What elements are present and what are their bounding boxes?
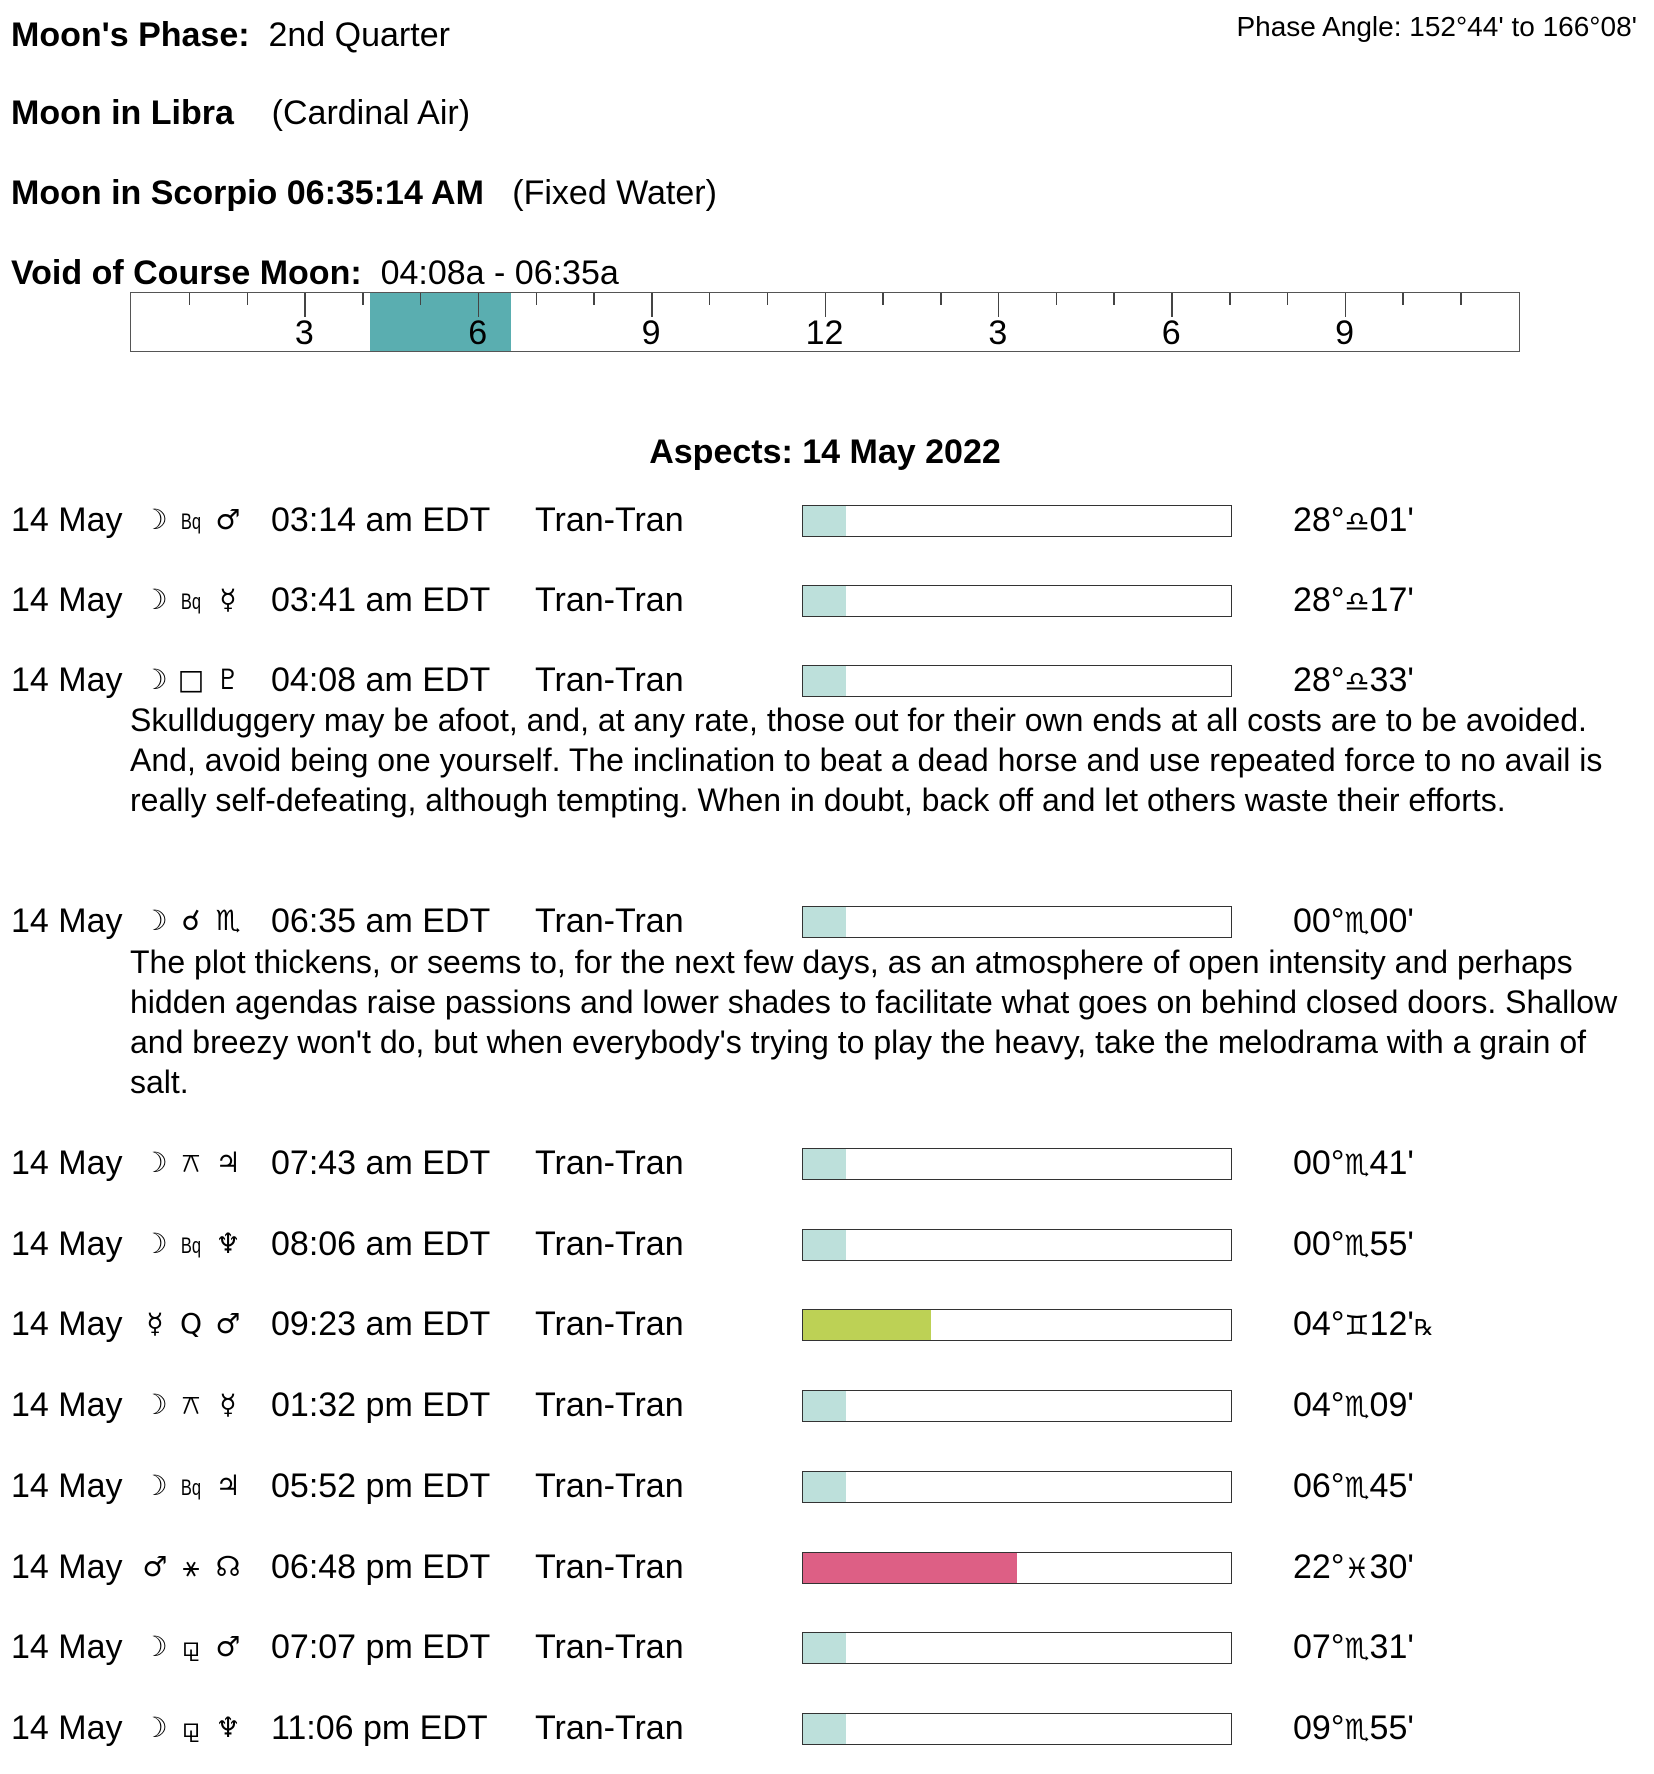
aspect-row[interactable] <box>0 1385 1654 1425</box>
aspect-date: 14 May <box>11 1225 123 1263</box>
aspect-strength-fill <box>803 907 846 937</box>
aspect-position <box>1293 1627 1414 1672</box>
biquintile-icon: Bq <box>180 1233 202 1258</box>
moon-phase-label: Moon's Phase: <box>11 16 250 54</box>
aspect-glyphs <box>136 660 248 700</box>
aspect-strength-bar <box>802 1229 1232 1261</box>
aspect-time: 07:43 am EDT <box>271 1144 491 1182</box>
aspect-position <box>1293 660 1414 705</box>
aspect-position <box>1293 580 1414 625</box>
aspect-row[interactable] <box>0 1143 1654 1183</box>
quintile-icon: Q <box>179 1307 203 1340</box>
aspect-time: 03:14 am EDT <box>271 501 491 539</box>
square-icon: □ <box>177 663 205 696</box>
position-degrees: 00° <box>1293 902 1345 940</box>
moon-icon: ☽ <box>142 663 168 696</box>
aspect-position <box>1293 1304 1434 1349</box>
moon-icon: ☽ <box>142 1388 168 1421</box>
aspect-strength-bar <box>802 906 1232 938</box>
timeline-hour-label: 12 <box>805 314 844 352</box>
aspect-kind: Tran-Tran <box>535 1628 684 1666</box>
aspect-row[interactable] <box>0 500 1654 540</box>
mars-icon: ♂ <box>215 503 241 536</box>
aspect-row[interactable] <box>0 660 1654 700</box>
aspect-glyphs <box>136 1547 248 1587</box>
void-of-course-timeline <box>130 292 1520 352</box>
aspect-position <box>1293 1466 1414 1511</box>
position-minutes: 01' <box>1369 501 1414 539</box>
aspect-strength-fill <box>803 1633 846 1663</box>
aspect-strength-fill <box>803 666 846 696</box>
moon-icon: ☽ <box>142 583 168 616</box>
aspect-time: 04:08 am EDT <box>271 661 491 699</box>
aspect-strength-bar <box>802 585 1232 617</box>
aspect-date: 14 May <box>11 1305 123 1343</box>
aspect-position <box>1293 1143 1414 1188</box>
zodiac-sign-icon: ♊ <box>1344 1309 1370 1342</box>
aspect-kind: Tran-Tran <box>535 1386 684 1424</box>
aspect-strength-fill <box>803 1553 1017 1583</box>
position-minutes: 12' <box>1369 1305 1414 1343</box>
aspect-description: The plot thickens, or seems to, for the next few days, as an atmosphere of open intensity and perhaps hidden agendas raise passions and lower shades to facilitate what goes on behind closed doors. Shallow and breezy won't do, but when everybody's trying to play the heavy, take the melodrama with a grain of salt. <box>130 944 1618 1100</box>
quincunx-icon: ⚻ <box>181 1146 201 1179</box>
timeline-hour-label: 6 <box>1161 314 1181 352</box>
timeline-minor-tick <box>1113 293 1115 305</box>
position-minutes: 09' <box>1369 1386 1414 1424</box>
void-of-course-line <box>11 253 619 293</box>
aspect-kind: Tran-Tran <box>535 1709 684 1747</box>
moon-icon: ☽ <box>142 904 168 937</box>
aspect-position <box>1293 1708 1414 1753</box>
biquintile-icon: Bq <box>180 509 202 534</box>
aspect-time: 08:06 am EDT <box>271 1225 491 1263</box>
timeline-minor-tick <box>1229 293 1231 305</box>
mercury-icon: ☿ <box>146 1307 164 1340</box>
timeline-minor-tick <box>1287 293 1289 305</box>
aspect-glyphs <box>136 1708 248 1748</box>
moon-icon: ☽ <box>142 503 168 536</box>
aspect-date: 14 May <box>11 902 123 940</box>
aspect-strength-fill <box>803 1391 846 1421</box>
scorpio-icon: ♏ <box>215 904 241 937</box>
moon-icon: ☽ <box>142 1630 168 1663</box>
timeline-hour-label: 6 <box>468 314 488 352</box>
aspect-kind: Tran-Tran <box>535 1467 684 1505</box>
aspect-row[interactable] <box>0 901 1654 941</box>
pluto-icon: ♇ <box>215 663 241 696</box>
timeline-minor-tick <box>940 293 942 305</box>
moon-sign-1-element: (Cardinal Air) <box>271 94 471 132</box>
position-degrees: 28° <box>1293 581 1345 619</box>
zodiac-sign-icon: ♏ <box>1344 1632 1370 1665</box>
aspect-time: 09:23 am EDT <box>271 1305 491 1343</box>
aspect-strength-fill <box>803 506 846 536</box>
aspect-time: 05:52 pm EDT <box>271 1467 491 1505</box>
position-degrees: 22° <box>1293 1548 1345 1586</box>
aspect-glyphs <box>136 1627 248 1667</box>
aspect-strength-bar <box>802 1148 1232 1180</box>
aspect-glyphs <box>136 901 248 941</box>
aspect-kind: Tran-Tran <box>535 1144 684 1182</box>
timeline-minor-tick <box>362 293 364 305</box>
zodiac-sign-icon: ♏ <box>1344 1471 1370 1504</box>
aspect-strength-fill <box>803 1230 846 1260</box>
aspect-date: 14 May <box>11 1467 123 1505</box>
timeline-hour-label: 9 <box>1335 314 1355 352</box>
mercury-icon: ☿ <box>219 1388 237 1421</box>
zodiac-sign-icon: ♎ <box>1344 505 1370 538</box>
position-minutes: 55' <box>1369 1225 1414 1263</box>
aspect-glyphs <box>136 580 248 622</box>
zodiac-sign-icon: ♏ <box>1344 1148 1370 1181</box>
aspect-position <box>1293 1224 1414 1269</box>
moon-phase-line <box>11 15 450 55</box>
moon-sign-line-2 <box>11 173 717 213</box>
moon-sign-1-label: Moon in Libra <box>11 94 234 132</box>
aspect-glyphs <box>136 1224 248 1266</box>
mars-icon: ♂ <box>142 1550 168 1583</box>
aspect-strength-bar <box>802 1471 1232 1503</box>
position-degrees: 09° <box>1293 1709 1345 1747</box>
aspect-kind: Tran-Tran <box>535 661 684 699</box>
moon-sign-2-label: Moon in Scorpio 06:35:14 AM <box>11 174 484 212</box>
biquintile-icon: Bq <box>180 1475 202 1500</box>
timeline-minor-tick <box>767 293 769 305</box>
zodiac-sign-icon: ♏ <box>1344 1229 1370 1262</box>
timeline-minor-tick <box>536 293 538 305</box>
position-degrees: 07° <box>1293 1628 1345 1666</box>
sextile-icon: ⚹ <box>182 1550 200 1583</box>
aspect-time: 06:35 am EDT <box>271 902 491 940</box>
jupiter-icon: ♃ <box>215 1469 241 1502</box>
aspect-time: 11:06 pm EDT <box>271 1709 488 1747</box>
aspect-row[interactable] <box>0 1708 1654 1748</box>
aspect-row[interactable] <box>0 1547 1654 1587</box>
aspect-kind: Tran-Tran <box>535 501 684 539</box>
aspect-strength-fill <box>803 1310 931 1340</box>
sesquiquadrate-icon: ⚼ <box>181 1711 201 1744</box>
timeline-minor-tick <box>1460 293 1462 305</box>
moon-phase-value: 2nd Quarter <box>268 16 450 54</box>
aspect-row[interactable] <box>0 1224 1654 1264</box>
jupiter-icon: ♃ <box>215 1146 241 1179</box>
aspect-date: 14 May <box>11 1548 123 1586</box>
aspect-time: 03:41 am EDT <box>271 581 491 619</box>
timeline-minor-tick <box>882 293 884 305</box>
aspect-kind: Tran-Tran <box>535 1225 684 1263</box>
timeline-minor-tick <box>247 293 249 305</box>
aspect-strength-bar <box>802 1309 1232 1341</box>
biquintile-icon: Bq <box>180 589 202 614</box>
position-degrees: 28° <box>1293 661 1345 699</box>
position-minutes: 45' <box>1369 1467 1414 1505</box>
aspect-strength-fill <box>803 1472 846 1502</box>
aspect-kind: Tran-Tran <box>535 902 684 940</box>
moon-sign-line-1 <box>11 93 470 133</box>
zodiac-sign-icon: ♏ <box>1344 906 1370 939</box>
aspect-strength-bar <box>802 1713 1232 1745</box>
aspect-row[interactable] <box>0 1627 1654 1667</box>
mars-icon: ♂ <box>215 1307 241 1340</box>
timeline-minor-tick <box>420 293 422 305</box>
position-degrees: 00° <box>1293 1225 1345 1263</box>
position-degrees: 06° <box>1293 1467 1345 1505</box>
north-node-icon: ☊ <box>215 1550 241 1583</box>
aspect-date: 14 May <box>11 501 123 539</box>
void-of-course-label: Void of Course Moon: <box>11 254 362 292</box>
aspect-date: 14 May <box>11 1144 123 1182</box>
timeline-minor-tick <box>1056 293 1058 305</box>
aspect-glyphs <box>136 1466 248 1508</box>
timeline-hour-label: 3 <box>988 314 1008 352</box>
timeline-minor-tick <box>189 293 191 305</box>
timeline-minor-tick <box>709 293 711 305</box>
retrograde-icon: ℞ <box>1413 1316 1434 1341</box>
aspect-glyphs <box>136 1385 248 1425</box>
zodiac-sign-icon: ♏ <box>1344 1390 1370 1423</box>
aspect-kind: Tran-Tran <box>535 581 684 619</box>
zodiac-sign-icon: ♏ <box>1344 1713 1370 1746</box>
aspect-strength-bar <box>802 1390 1232 1422</box>
position-minutes: 31' <box>1369 1628 1414 1666</box>
zodiac-sign-icon: ♎ <box>1344 585 1370 618</box>
zodiac-sign-icon: ♎ <box>1344 665 1370 698</box>
sesquiquadrate-icon: ⚼ <box>181 1630 201 1663</box>
aspect-time: 06:48 pm EDT <box>271 1548 491 1586</box>
aspect-strength-bar <box>802 505 1232 537</box>
moon-sign-2-element: (Fixed Water) <box>512 174 717 212</box>
position-minutes: 41' <box>1369 1144 1414 1182</box>
aspect-kind: Tran-Tran <box>535 1548 684 1586</box>
aspect-strength-fill <box>803 1149 846 1179</box>
phase-angle: Phase Angle: 152°44' to 166°08' <box>1236 11 1637 42</box>
aspect-description: Skullduggery may be afoot, and, at any rate, those out for their own ends at all costs are to be avoided. And, avoid being one yourself. The inclination to beat a dead horse and use repeated force to no avail is really self-defeating, although tempting. When in doubt, back off and let others waste their efforts. <box>130 702 1603 818</box>
aspect-row[interactable] <box>0 1304 1654 1344</box>
aspect-date: 14 May <box>11 1386 123 1424</box>
aspect-strength-bar <box>802 1632 1232 1664</box>
timeline-hour-label: 3 <box>294 314 314 352</box>
aspect-position <box>1293 1385 1414 1430</box>
aspect-strength-bar <box>802 1552 1232 1584</box>
aspect-row[interactable] <box>0 580 1654 620</box>
position-degrees: 00° <box>1293 1144 1345 1182</box>
timeline-minor-tick <box>593 293 595 305</box>
aspect-date: 14 May <box>11 581 123 619</box>
aspect-row[interactable] <box>0 1466 1654 1506</box>
position-degrees: 04° <box>1293 1386 1345 1424</box>
mercury-icon: ☿ <box>219 583 237 616</box>
mars-icon: ♂ <box>215 1630 241 1663</box>
position-degrees: 04° <box>1293 1305 1345 1343</box>
aspect-glyphs <box>136 1304 248 1344</box>
moon-icon: ☽ <box>142 1711 168 1744</box>
moon-icon: ☽ <box>142 1146 168 1179</box>
aspect-strength-fill <box>803 1714 846 1744</box>
quincunx-icon: ⚻ <box>181 1388 201 1421</box>
moon-icon: ☽ <box>142 1227 168 1260</box>
position-minutes: 30' <box>1369 1548 1414 1586</box>
aspect-time: 01:32 pm EDT <box>271 1386 491 1424</box>
aspect-glyphs <box>136 500 248 542</box>
aspect-date: 14 May <box>11 661 123 699</box>
aspect-time: 07:07 pm EDT <box>271 1628 491 1666</box>
aspect-kind: Tran-Tran <box>535 1305 684 1343</box>
aspect-position <box>1293 500 1414 545</box>
aspect-date: 14 May <box>11 1709 123 1747</box>
aspect-strength-fill <box>803 586 846 616</box>
aspect-position <box>1293 1547 1414 1592</box>
aspect-date: 14 May <box>11 1628 123 1666</box>
conjunction-icon: ☌ <box>181 904 201 937</box>
position-minutes: 00' <box>1369 902 1414 940</box>
neptune-icon: ♆ <box>215 1711 241 1744</box>
position-minutes: 55' <box>1369 1709 1414 1747</box>
position-minutes: 17' <box>1369 581 1414 619</box>
position-degrees: 28° <box>1293 501 1345 539</box>
aspect-strength-bar <box>802 665 1232 697</box>
timeline-minor-tick <box>1402 293 1404 305</box>
zodiac-sign-icon: ♓ <box>1344 1552 1370 1585</box>
timeline-hour-label: 9 <box>641 314 661 352</box>
position-minutes: 33' <box>1369 661 1414 699</box>
void-of-course-range <box>370 293 512 351</box>
void-of-course-value: 04:08a - 06:35a <box>380 254 619 292</box>
moon-icon: ☽ <box>142 1469 168 1502</box>
aspect-position <box>1293 901 1414 946</box>
aspects-title: Aspects: 14 May 2022 <box>649 433 1001 471</box>
aspect-glyphs <box>136 1143 248 1183</box>
neptune-icon: ♆ <box>215 1227 241 1260</box>
